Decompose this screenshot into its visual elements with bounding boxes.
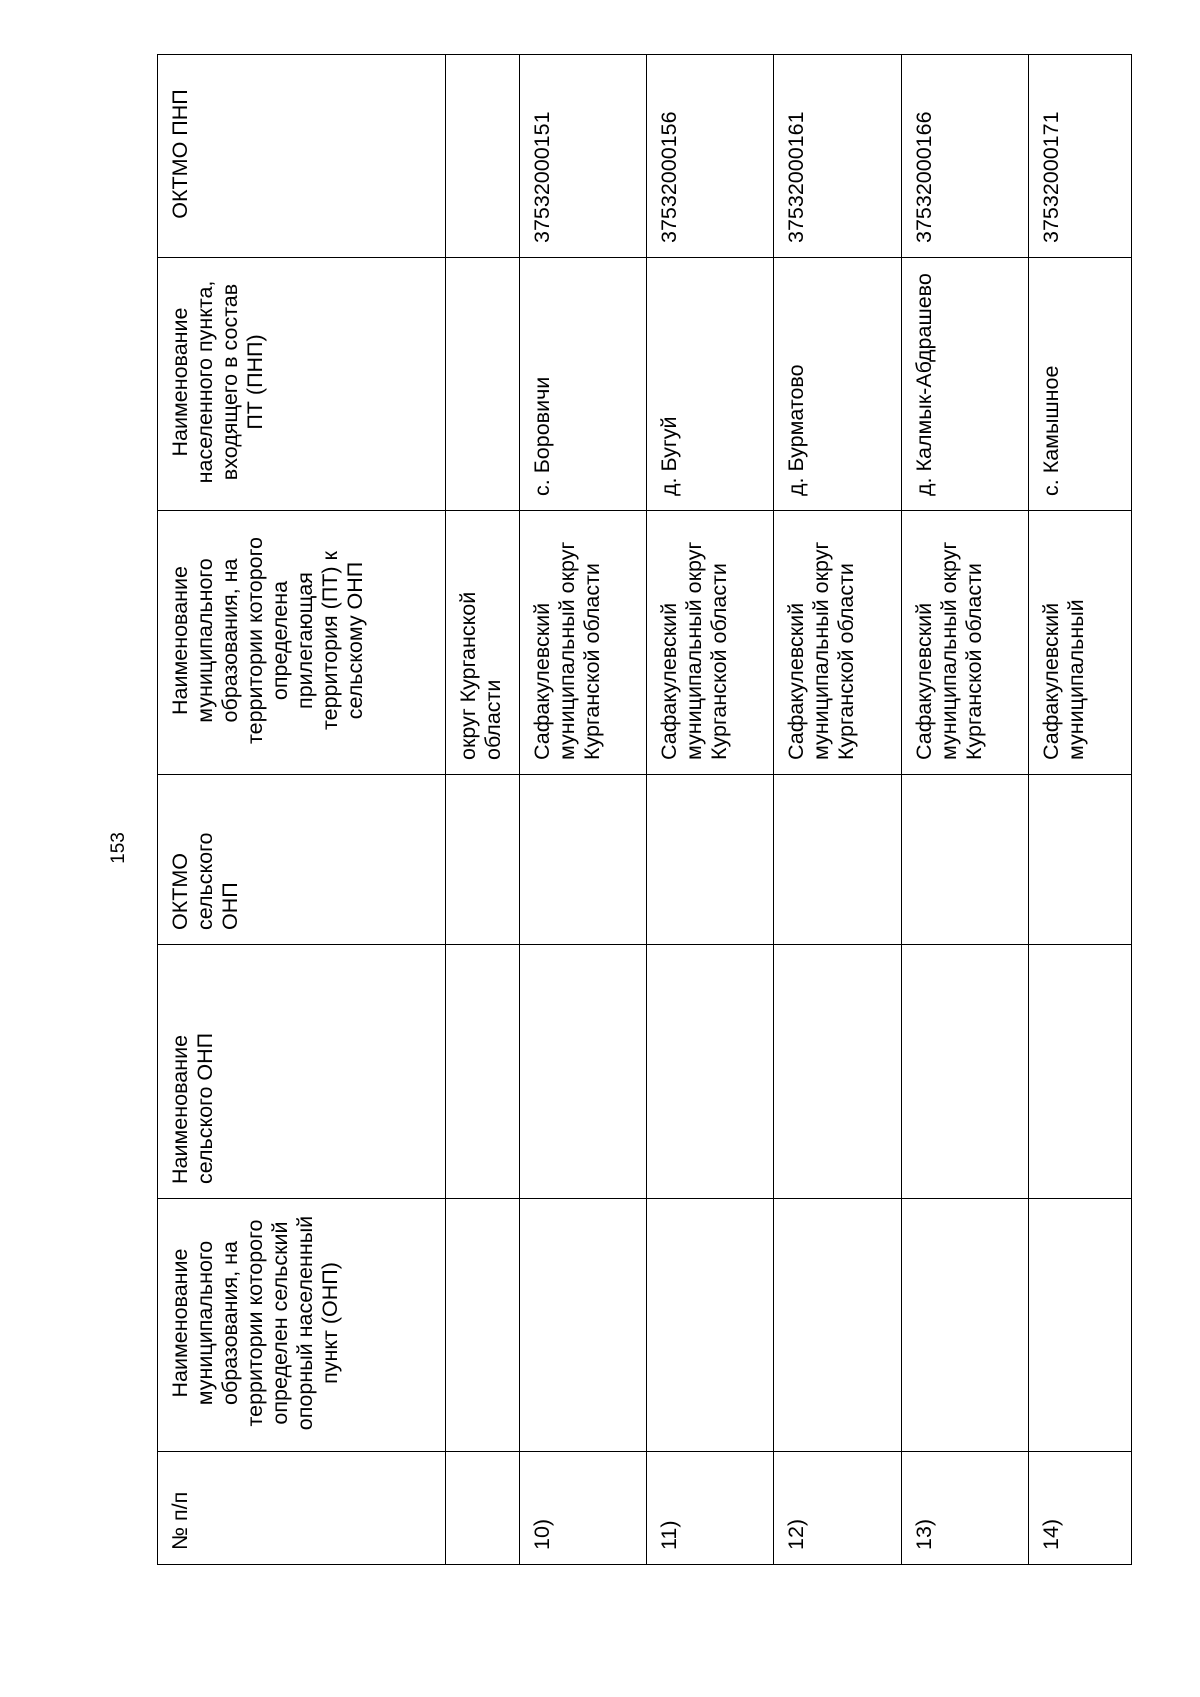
header-municipality-onp: Наименование муниципального образования, на территории которого определен сельский опорный населенный пункт (ОНП) <box>158 1199 446 1452</box>
table-row <box>1029 55 1132 1565</box>
row-number: 13) <box>901 1452 1028 1565</box>
oktmo-cell: 37532000151 <box>519 55 646 258</box>
oktmo-cell: 37532000156 <box>647 55 774 258</box>
table-row-continuation <box>445 55 519 1565</box>
table-cell <box>445 1452 519 1565</box>
pt-municipality-cell: Сафакулевский муниципальный округ Курганской области <box>774 511 901 775</box>
oktmo-cell: 37532000166 <box>901 55 1028 258</box>
header-oktmo-pnp: ОКТМО ПНП <box>158 55 446 258</box>
table-row <box>774 55 901 1565</box>
settlement-cell: д. Бугуй <box>647 258 774 511</box>
table-cell <box>774 775 901 945</box>
settlement-cell: с. Боровичи <box>519 258 646 511</box>
header-rural-onp-name: Наименование сельского ОНП <box>158 945 446 1199</box>
row-number: 11) <box>647 1452 774 1565</box>
pt-municipality-cell: Сафакулевский муниципальный округ Курганской области <box>901 511 1028 775</box>
table-cell <box>647 945 774 1199</box>
oktmo-cell: 37532000161 <box>774 55 901 258</box>
row-number: 12) <box>774 1452 901 1565</box>
pt-municipality-cell: Сафакулевский муниципальный <box>1029 511 1132 775</box>
header-row <box>158 55 446 1565</box>
table-cell <box>901 775 1028 945</box>
table-cell <box>519 945 646 1199</box>
table-cell <box>901 1199 1028 1452</box>
page-number: 153 <box>108 832 129 864</box>
header-rural-onp-oktmo: ОКТМО сельского ОНП <box>158 775 446 945</box>
rotated-table-container <box>157 55 1132 1565</box>
table-cell <box>445 775 519 945</box>
header-municipality-pt: Наименование муниципального образования, на территории которого определена прилегающая территория (ПТ) к сельскому ОНП <box>158 511 446 775</box>
table-cell <box>519 775 646 945</box>
pt-municipality-cell: Сафакулевский муниципальный округ Курганской области <box>647 511 774 775</box>
table-cell <box>445 945 519 1199</box>
table-cell <box>774 945 901 1199</box>
pt-municipality-cell: Сафакулевский муниципальный округ Курганской области <box>519 511 646 775</box>
table-row <box>647 55 774 1565</box>
settlement-cell: д. Бурматово <box>774 258 901 511</box>
table-cell <box>1029 775 1132 945</box>
table-cell <box>445 258 519 511</box>
settlement-cell: с. Камышное <box>1029 258 1132 511</box>
row-number: 10) <box>519 1452 646 1565</box>
table-cell <box>1029 945 1132 1199</box>
table-cell <box>1029 1199 1132 1452</box>
table-cell <box>519 1199 646 1452</box>
table-cell <box>647 1199 774 1452</box>
table-cell <box>647 775 774 945</box>
table-row <box>901 55 1028 1565</box>
row-number: 14) <box>1029 1452 1132 1565</box>
table-cell <box>774 1199 901 1452</box>
header-number: № п/п <box>158 1452 446 1565</box>
header-settlement-pnp: Наименование населенного пункта, входящего в состав ПТ (ПНП) <box>158 258 446 511</box>
table-cell <box>901 945 1028 1199</box>
table-cell: округ Курганской области <box>445 511 519 775</box>
table-cell <box>445 1199 519 1452</box>
registry-table <box>157 54 1132 1565</box>
settlement-cell: д. Калмык-Абдрашево <box>901 258 1028 511</box>
table-row <box>519 55 646 1565</box>
table-cell <box>445 55 519 258</box>
oktmo-cell: 37532000171 <box>1029 55 1132 258</box>
